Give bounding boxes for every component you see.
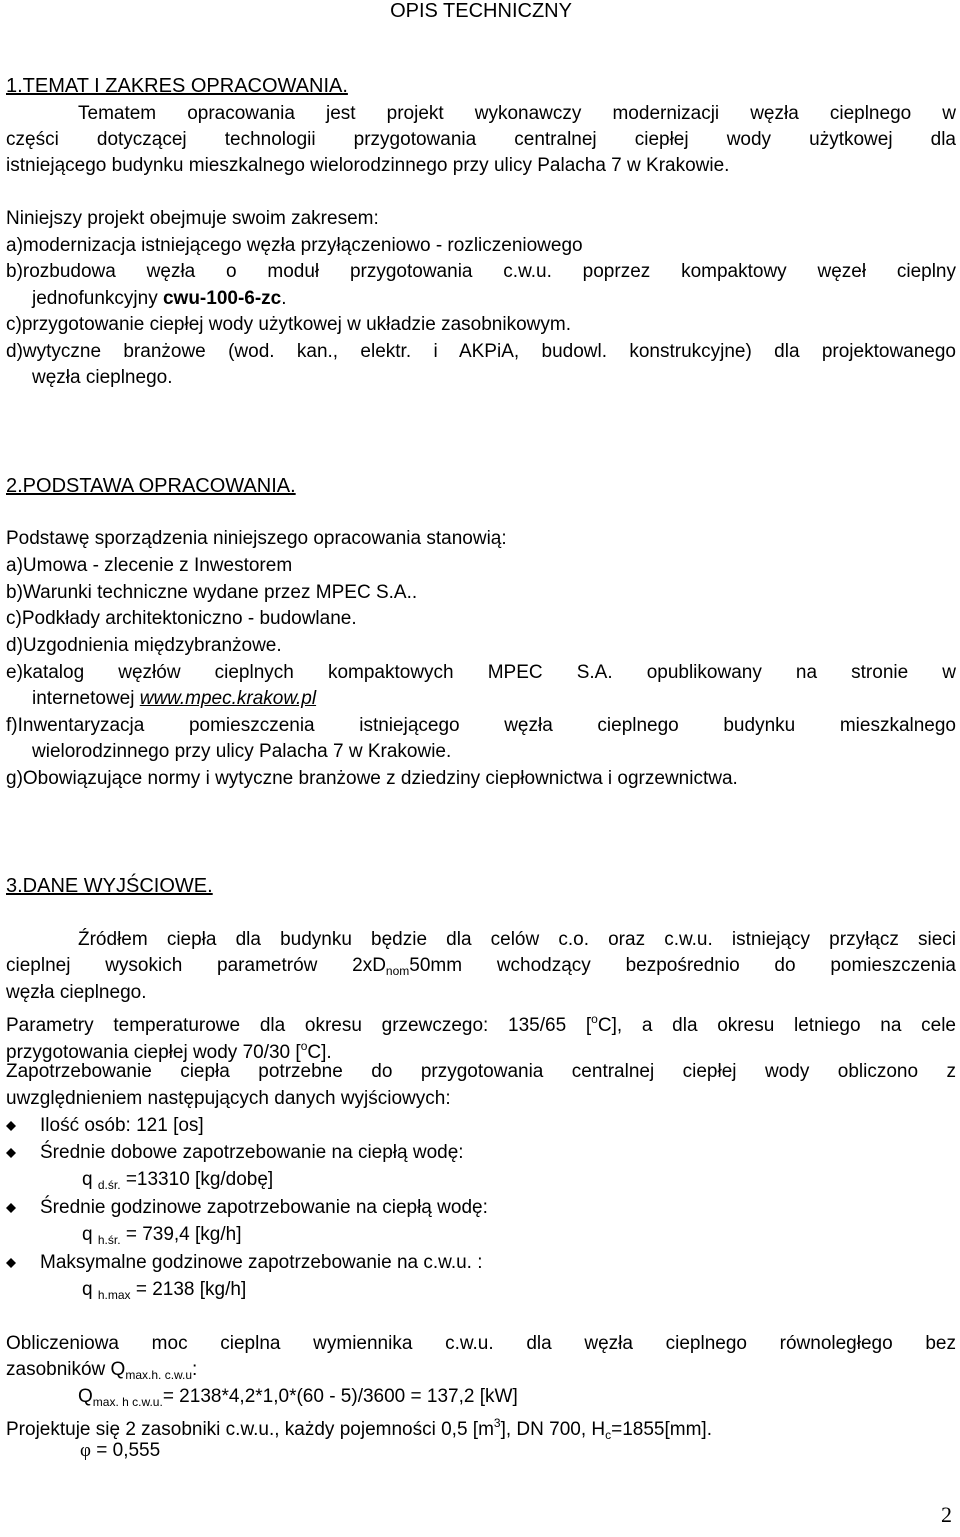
- s3-line-3: węzła cieplnego.: [6, 982, 147, 1003]
- s2-item-d: d)Uzgodnienia międzybranżowe.: [6, 635, 282, 656]
- s1-para-line-2: części dotyczącej technologii przygotowania centralnej ciepłej wody użytkowej dla: [6, 129, 956, 150]
- s3-line-4: Parametry temperaturowe dla okresu grzewczego: 135/65 [$^o$C], a dla okresu letniego na cele: [6, 1012, 956, 1036]
- s3-line-6: Zapotrzebowanie ciepła potrzebne do przygotowania centralnej ciepłej wody obliczono z: [6, 1061, 956, 1082]
- section-2-heading: 2.PODSTAWA OPRACOWANIA.: [6, 475, 296, 497]
- s2-item-f-line-2: wielorodzinnego przy ulicy Palacha 7 w Krakowie.: [32, 741, 452, 762]
- s1-item-a: a)modernizacja istniejącego węzła przyłączeniowo - rozliczeniowego: [6, 235, 583, 256]
- s1-item-d-line-1: d)wytyczne branżowe (wod. kan., elektr. i AKPiA, budowl. konstrukcyjne) dla projektowanego: [6, 341, 956, 362]
- s3-line-1: Źródłem ciepła dla budynku będzie dla celów c.o. oraz c.w.u. istniejący przyłącz sieci: [78, 929, 956, 950]
- s2-item-b: b)Warunki techniczne wydane przez MPEC S.A..: [6, 582, 418, 603]
- document-title: OPIS TECHNICZNY: [390, 0, 572, 22]
- s3-power-line-1: Obliczeniowa moc cieplna wymiennika c.w.u. dla węzła cieplnego równoległego bez: [6, 1333, 956, 1354]
- s2-item-e-line-1: e)katalog węzłów cieplnych kompaktowych MPEC S.A. opublikowany na stronie w: [6, 662, 956, 683]
- s3-tanks-line: Projektuje się 2 zasobniki c.w.u., każdy pojemności 0,5 $[m^3]$, DN 700, $H_c=1855[mm]$.: [6, 1416, 712, 1442]
- s3-line-5: przygotowania ciepłej wody 70/30 [$^o$C].: [6, 1039, 332, 1063]
- page-number: 2: [941, 1502, 952, 1527]
- unit-model: cwu-100-6-zc: [162, 288, 282, 309]
- s3-power-line-2: zasobników $Q_{max.h. c.w.u}$:: [6, 1359, 198, 1382]
- section-3-heading: 3.DANE WYJŚCIOWE.: [6, 875, 213, 897]
- s3-phi-line: φ = 0,555: [80, 1440, 161, 1461]
- section-1-heading: 1.TEMAT I ZAKRES OPRACOWANIA.: [6, 75, 348, 97]
- diamond-bullet-icon: [6, 1258, 16, 1268]
- s2-item-e-line-2: internetowej www.mpec.krakow.pl: [32, 688, 317, 709]
- s1-item-c: c)przygotowanie ciepłej wody użytkowej w układzie zasobnikowym.: [6, 314, 571, 335]
- s1-scope-intro: Niniejszy projekt obejmuje swoim zakresem:: [6, 208, 379, 229]
- s2-intro: Podstawę sporządzenia niniejszego opracowania stanowią:: [6, 528, 507, 549]
- s1-item-b-line-2: jednofunkcyjny cwu-100-6-zc.: [32, 288, 287, 309]
- diamond-bullet-icon: [6, 1148, 16, 1158]
- phi-symbol: φ: [80, 1440, 91, 1461]
- s3-line-7: uwzględnieniem następujących danych wyjściowych:: [6, 1088, 451, 1109]
- s1-item-b-line-1: b)rozbudowa węzła o moduł przygotowania c.w.u. poprzez kompaktowy węzeł cieplny: [6, 261, 956, 282]
- s3-power-formula: $Q_{max. h c.w.u.}= 2138*4,2*1,0*(60 - 5)/3600 = 137,2$ [kW]: [78, 1386, 518, 1409]
- document-page: OPIS TECHNICZNY 1.TEMAT I ZAKRES OPRACOWANIA. Tematem opracowania jest projekt wykonawczy modernizacji węzła cieplnego w części dotyczącej technologii przygotowania centralnej ciepłej wody użytkowej dla istniejącego budynku mieszkalnego wielorodzinnego przy ulicy Palacha 7 w Krakowie. Niniejszy projekt obejmuje swoim zakresem: a)modernizacja istniejącego węzła przyłączeniowo - rozliczeniowego b)rozbudowa węzła o moduł przygotowania c.w.u. poprzez kompaktowy węzeł cieplny jednofunkcyjny cwu-100-6-zc. c)przygotowanie ciepłej wody użytkowej w układzie zasobnikowym. d)wytyczne branżowe (wod. kan., elektr. i AKPiA, budowl. konstrukcyjne) dla projektowanego węzła cieplnego. 2.PODSTAWA OPRACOWANIA. Podstawę sporządzenia niniejszego opracowania stanowią: a)Umowa - zlecenie z Inwestorem b)Warunki techniczne wydane przez MPEC S.A.. c)Podkłady architektoniczno - budowlane. d)Uzgodnienia międzybranżowe. e)katalog węzłów cieplnych kompaktowych MPEC S.A. opublikowany na stronie w internetowej www.mpec.krakow.pl f)Inwentaryzacja pomieszczenia istniejącego węzła cieplnego budynku mieszkalnego wielorodzinnego przy ulicy Palacha 7 w Krakowie. g)Obowiązujące normy i wytyczne branżowe z dziedziny ciepłownictwa i ogrzewnictwa. 3.DANE WYJŚCIOWE. Źródłem ciepła dla budynku będzie dla celów c.o. oraz c.w.u. istniejący przyłącz sieci cieplnej wysokich parametrów $2xD_{nom}50mm$ wchodzący bezpośrednio do pomieszczenia węzła cieplnego. Parametry temperaturowe dla okresu grzewczego: 135/65 [$^o$C], a dla okresu letniego na cele przygotowania ciepłej wody 70/30 [$^o$C]. Zapotrzebowanie ciepła potrzebne do przygotowania centralnej ciepłej wody obliczono z uwzględnieniem następujących danych wyjściowych: Ilość osób: 121 [os] Średnie dobowe zapotrzebowanie na ciepłą wodę: q $_{d.śr.}$ =13310 [kg/dobę] Średnie godzinowe zapotrzebowanie na ciepłą wodę: q $_{h.śr.}$ = 739,4 [kg/h] Maksymalne godzinowe zapotrzebowanie na c.w.u. : q $_{h.max}$ = 2138 [kg/h] Obliczeniowa moc cieplna wymiennika c.w.u. dla węzła cieplnego równoległego bez zasobników $Q_{max.h. c.w.u}$: $Q_{max. h c.w.u.}= 2138*4,2*1,0*(60 - 5)/3600 = 137,2$ [kW] Projektuje się 2 zasobniki c.w.u., każdy pojemności 0,5 $[m^3]$, DN 700, $H_c=1855[mm]$. φ = 0,555 2: [6, 0, 956, 1537]
- s2-item-c: c)Podkłady architektoniczno - budowlane.: [6, 608, 357, 629]
- s2-item-a: a)Umowa - zlecenie z Inwestorem: [6, 555, 293, 576]
- s2-item-g: g)Obowiązujące normy i wytyczne branżowe z dziedziny ciepłownictwa i ogrzewnictwa.: [6, 768, 738, 789]
- s1-para-line-3: istniejącego budynku mieszkalnego wielorodzinnego przy ulicy Palacha 7 w Krakowie.: [6, 155, 730, 176]
- s1-item-d-line-2: węzła cieplnego.: [32, 367, 173, 388]
- s3-line-2: cieplnej wysokich parametrów $2xD_{nom}50mm$ wchodzący bezpośrednio do pomieszczenia: [6, 955, 957, 978]
- diamond-bullet-icon: [6, 1203, 16, 1213]
- mpec-website-link[interactable]: www.mpec.krakow.pl: [139, 688, 317, 709]
- s2-item-f-line-1: f)Inwentaryzacja pomieszczenia istniejącego węzła cieplnego budynku mieszkalnego: [6, 715, 956, 736]
- diamond-bullet-icon: [6, 1121, 16, 1131]
- s1-para-line-1: Tematem opracowania jest projekt wykonawczy modernizacji węzła cieplnego w: [78, 103, 956, 124]
